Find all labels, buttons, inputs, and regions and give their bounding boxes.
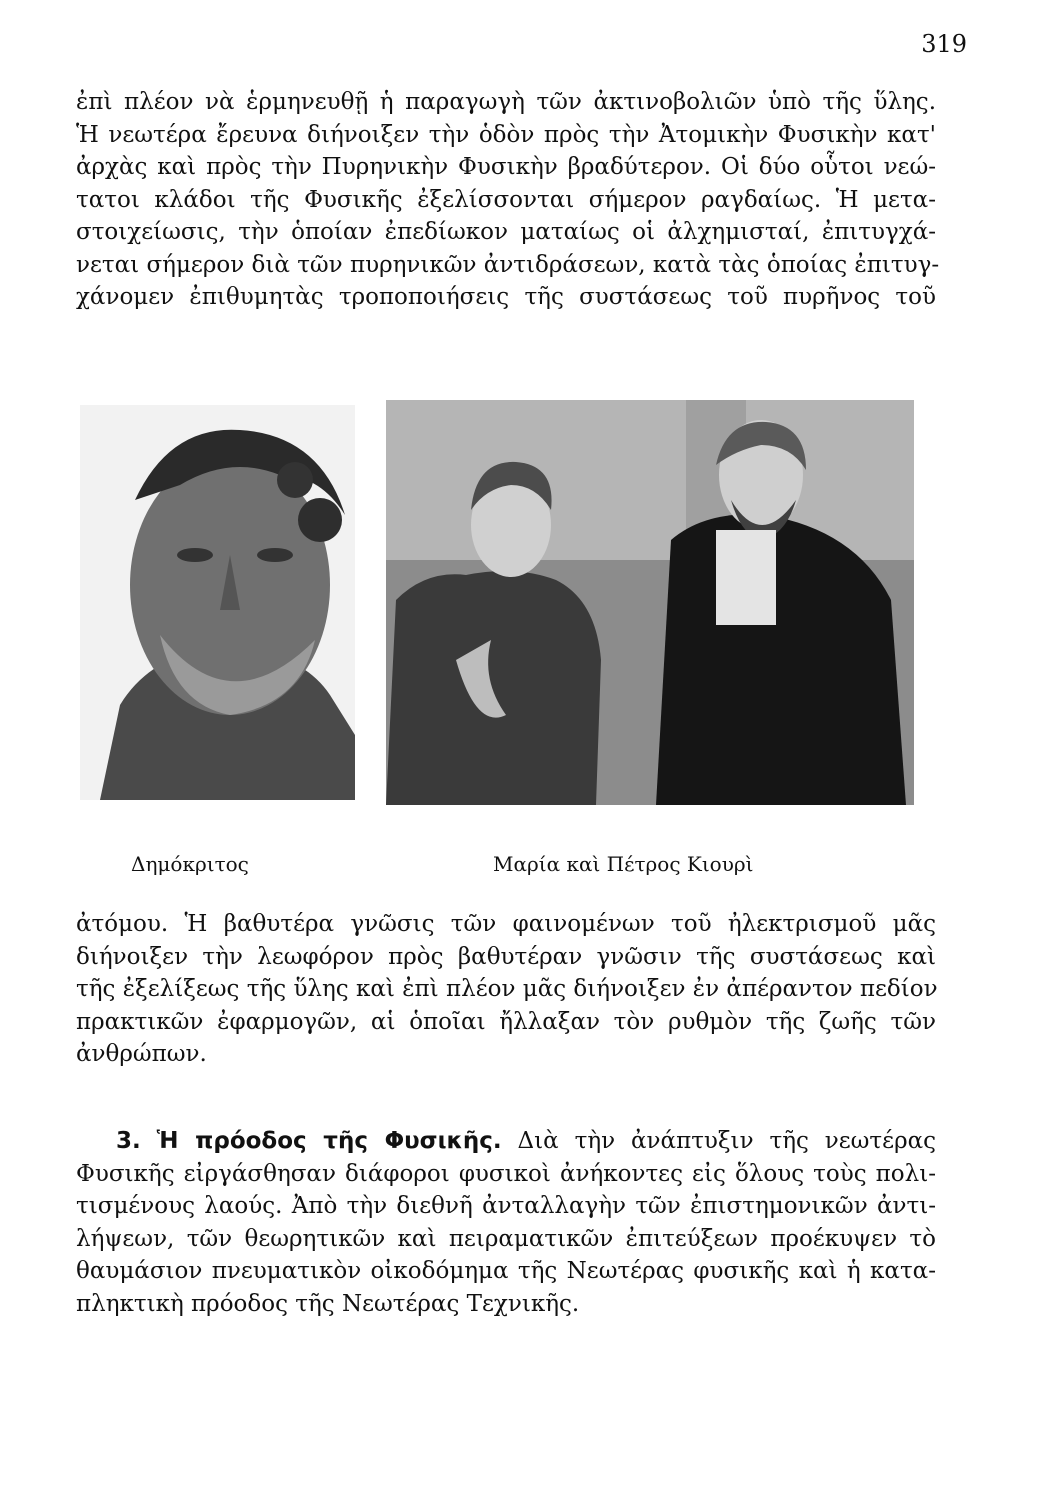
democritus-photo	[80, 405, 355, 800]
paragraph-continuation	[76, 908, 936, 1071]
text-line: ἀρχὰς καὶ πρὸς τὴν Πυρηνικὴν Φυσικὴν βραδύτερον. Οἱ δύο οὗτοι νεώ-	[76, 154, 936, 180]
text-line: τισμένους λαούς. Ἀπὸ τὴν διεθνῆ ἀνταλλαγὴν τῶν ἐπιστημονικῶν ἀντι-	[76, 1193, 936, 1219]
text-line: διήνοιξεν τὴν λεωφόρον πρὸς βαθυτέραν γνῶσιν τῆς συστάσεως καὶ	[76, 943, 936, 970]
text-line: τῆς ἐξελίξεως τῆς ὕλης καὶ ἐπὶ πλέον μᾶς διήνοιξεν ἐν ἀπέραντον πεδίον	[76, 976, 938, 1002]
section-first-line: Διὰ τὴν ἀνάπτυξιν τῆς νεωτέρας	[517, 1128, 937, 1154]
text-line: χάνομεν ἐπιθυμητὰς τροποποιήσεις τῆς συστάσεως τοῦ πυρῆνος τοῦ	[76, 284, 936, 310]
text-line: πρακτικῶν ἐφαρμογῶν, αἱ ὁποῖαι ἤλλαξαν τὸν ρυθμὸν τῆς ζωῆς τῶν	[76, 1008, 936, 1035]
section-number: 3.	[116, 1128, 141, 1154]
section-heading-line	[76, 1125, 936, 1158]
text-line: νεται σήμερον διὰ τῶν πυρηνικῶν ἀντιδράσεων, κατὰ τὰς ὁποίας ἐπιτυγ-	[76, 251, 940, 278]
section-title: Ἡ πρόοδος τῆς Φυσικῆς.	[156, 1128, 502, 1154]
caption-democritus: Δημόκριτος	[131, 852, 249, 876]
section-3	[76, 1125, 936, 1320]
curie-photo	[386, 400, 914, 805]
text-line: Ἡ νεωτέρα ἔρευνα διήνοιξεν τὴν ὁδὸν πρὸς τὴν Ἀτομικὴν Φυσικὴν κατ'	[76, 121, 936, 148]
text-line: Φυσικῆς εἰργάσθησαν διάφοροι φυσικοὶ ἀνήκοντες εἰς ὅλους τοὺς πολι-	[76, 1160, 936, 1187]
text-line: πληκτικὴ πρόοδος τῆς Νεωτέρας Τεχνικῆς.	[76, 1290, 580, 1317]
caption-curie: Μαρία καὶ Πέτρος Κιουρὶ	[493, 852, 754, 876]
paragraph-intro	[76, 86, 940, 314]
text-line: λήψεων, τῶν θεωρητικῶν καὶ πειραματικῶν ἐπιτεύξεων προέκυψεν τὸ	[76, 1225, 936, 1252]
text-line: ἀνθρώπων.	[76, 1041, 207, 1067]
text-line: ἀτόμου. Ἡ βαθυτέρα γνῶσις τῶν φαινομένων τοῦ ἠλεκτρισμοῦ μᾶς	[76, 911, 936, 937]
text-line: ἐπὶ πλέον νὰ ἑρμηνευθῇ ἡ παραγωγὴ τῶν ἀκτινοβολιῶν ὑπὸ τῆς ὕλης.	[76, 89, 936, 115]
text-line: θαυμάσιον πνευματικὸν οἰκοδόμημα τῆς Νεωτέρας φυσικῆς καὶ ἡ κατα-	[76, 1258, 936, 1284]
text-line: τατοι κλάδοι τῆς Φυσικῆς ἐξελίσσονται σήμερον ραγδαίως. Ἡ μετα-	[76, 186, 936, 213]
text-line: στοιχείωσις, τὴν ὁποίαν ἐπεδίωκον ματαίως οἱ ἀλχημισταί, ἐπιτυγχά-	[76, 219, 936, 245]
page-number: 319	[921, 30, 967, 58]
